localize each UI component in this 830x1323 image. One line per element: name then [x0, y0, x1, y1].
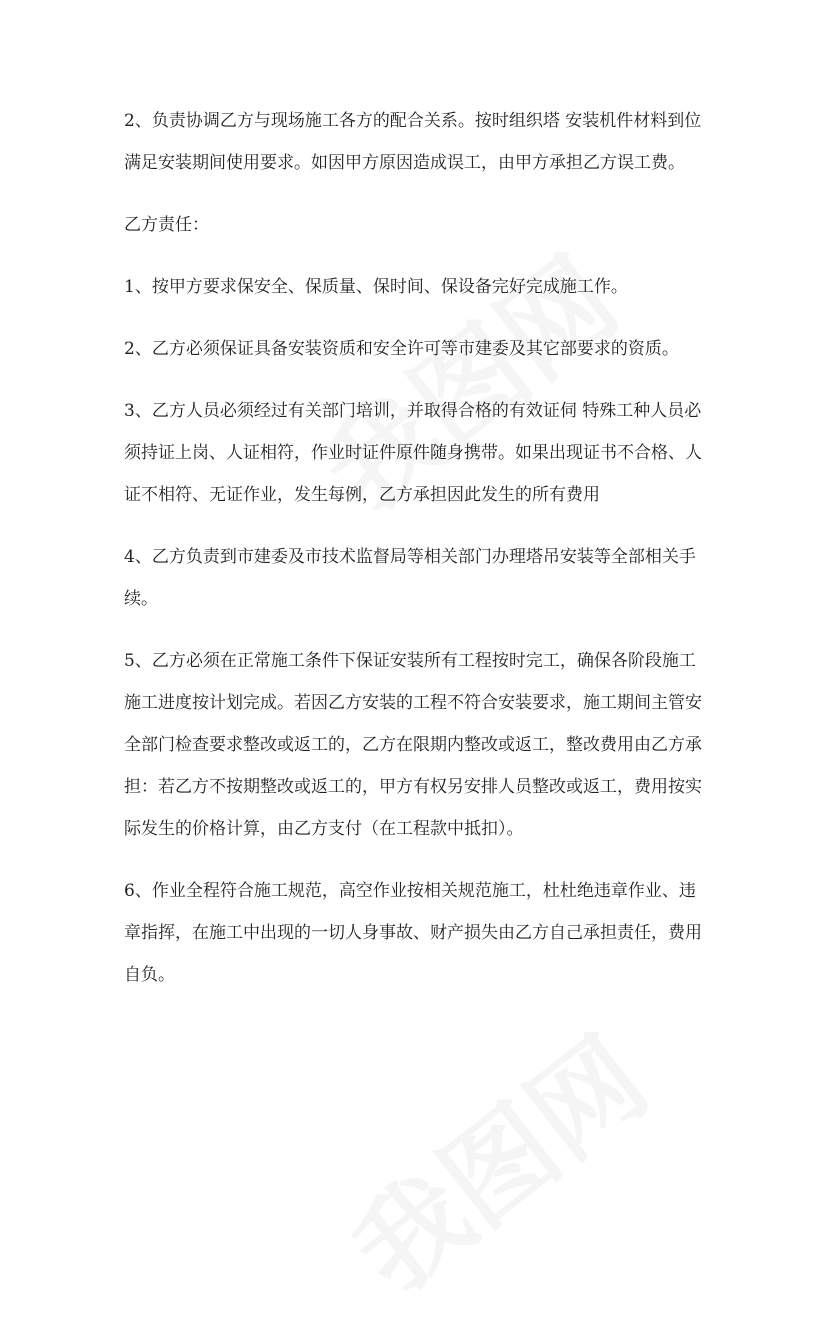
- paragraph-party-b-duty-3: 3、乙方人员必须经过有关部门培训，并取得合格的有效证伺 特殊工种人员必须持证上岗、人证相符，作业时证件原件随身携带。如果出现证书不合格、人证不相符、无证作业，发生每例，乙方承担因此发生的所有费用: [124, 401, 702, 505]
- watermark-logo: [316, 995, 673, 1323]
- paragraph-party-b-duty-6: 6、作业全程符合施工规范，高空作业按相关规范施工，杜杜绝违章作业、违章指挥，在施工中出现的一切人身事故、财产损失由乙方自己承担责任，费用自负。: [124, 881, 702, 985]
- paragraph-party-a-duty-2: 2、负责协调乙方与现场施工各方的配合关系。按时组织塔 安装机件材料到位满足安装期间使用要求。如因甲方原因造成误工，由甲方承担乙方误工费。: [124, 111, 702, 173]
- document-body: [124, 100, 712, 996]
- paragraph-party-b-duty-4: 4、乙方负责到市建委及市技术监督局等相关部门办理塔吊安装等全部相关手续。: [124, 547, 696, 609]
- section-heading-party-b-duties: 乙方责任：: [124, 215, 209, 235]
- paragraph-party-b-duty-5: 5、乙方必须在正常施工条件下保证安装所有工程按时完工，确保各阶段施工施工进度按计划完成。若因乙方安装的工程不符合安装要求，施工期间主管安全部门检查要求整改或返工的，乙方在限期内整改或返工，整改费用由乙方承担：若乙方不按期整改或返工的，甲方有权另安排人员整改或返工，费用按实际发生的价格计算，由乙方支付（在工程款中抵扣）。: [124, 651, 702, 839]
- paragraph-party-b-duty-2: 2、乙方必须保证具备安装资质和安全许可等市建委及其它部要求的资质。: [124, 339, 679, 359]
- paragraph-party-b-duty-1: 1、按甲方要求保安全、保质量、保时间、保设备完好完成施工作。: [124, 277, 628, 297]
